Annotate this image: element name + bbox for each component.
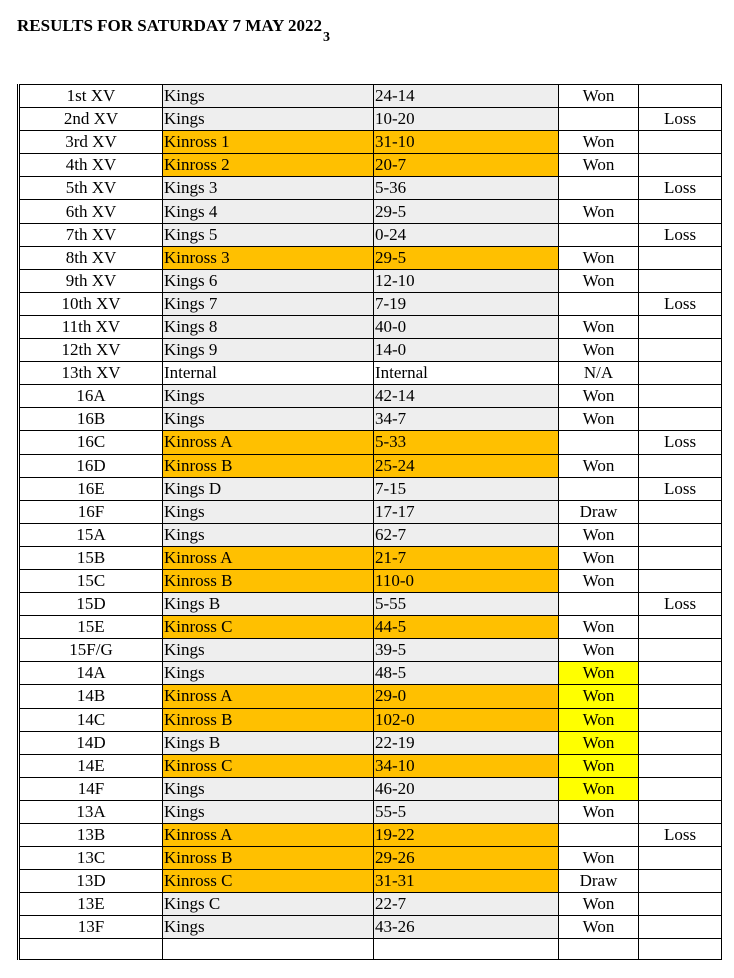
won-cell: Won <box>559 523 639 546</box>
team-cell: 14D <box>19 731 163 754</box>
score-cell: Internal <box>374 362 559 385</box>
table-row <box>19 339 722 362</box>
score-cell: 29-0 <box>374 685 559 708</box>
score-cell: 44-5 <box>374 616 559 639</box>
opponent-cell: Kinross B <box>163 569 374 592</box>
loss-cell <box>639 408 722 431</box>
page-title <box>17 16 330 45</box>
team-cell: 16B <box>19 408 163 431</box>
loss-cell <box>639 523 722 546</box>
won-cell: Won <box>559 131 639 154</box>
table-row <box>19 154 722 177</box>
won-cell: N/A <box>559 362 639 385</box>
loss-cell <box>639 685 722 708</box>
team-cell: 4th XV <box>19 154 163 177</box>
won-cell: Won <box>559 893 639 916</box>
team-cell: 9th XV <box>19 269 163 292</box>
score-cell: 42-14 <box>374 385 559 408</box>
score-cell: 39-5 <box>374 639 559 662</box>
opponent-cell: Kinross B <box>163 708 374 731</box>
score-cell: 43-26 <box>374 916 559 939</box>
won-cell <box>559 292 639 315</box>
loss-cell <box>639 708 722 731</box>
score-cell: 46-20 <box>374 777 559 800</box>
table-row <box>19 131 722 154</box>
team-cell: 13A <box>19 800 163 823</box>
table-row <box>19 431 722 454</box>
team-cell: 1st XV <box>19 85 163 108</box>
won-cell: Won <box>559 731 639 754</box>
loss-cell <box>639 754 722 777</box>
blank-row <box>19 939 722 960</box>
team-cell: 3rd XV <box>19 131 163 154</box>
table-row <box>19 177 722 200</box>
score-cell: 7-19 <box>374 292 559 315</box>
table-row <box>19 292 722 315</box>
won-cell <box>559 477 639 500</box>
score-cell: 0-24 <box>374 223 559 246</box>
empty-cell <box>19 939 163 960</box>
loss-cell: Loss <box>639 477 722 500</box>
won-cell <box>559 177 639 200</box>
opponent-cell: Kinross B <box>163 454 374 477</box>
team-cell: 13F <box>19 916 163 939</box>
score-cell: 22-19 <box>374 731 559 754</box>
loss-cell <box>639 339 722 362</box>
team-cell: 16D <box>19 454 163 477</box>
loss-cell <box>639 777 722 800</box>
won-cell: Won <box>559 269 639 292</box>
score-cell: 40-0 <box>374 315 559 338</box>
loss-cell <box>639 546 722 569</box>
opponent-cell: Kings <box>163 662 374 685</box>
opponent-cell: Kinross A <box>163 546 374 569</box>
score-cell: 31-31 <box>374 870 559 893</box>
opponent-cell: Kinross C <box>163 616 374 639</box>
opponent-cell: Kinross C <box>163 870 374 893</box>
loss-cell <box>639 870 722 893</box>
table-row <box>19 708 722 731</box>
team-cell: 14F <box>19 777 163 800</box>
team-cell: 13D <box>19 870 163 893</box>
score-cell: 5-33 <box>374 431 559 454</box>
loss-cell: Loss <box>639 593 722 616</box>
table-row <box>19 108 722 131</box>
score-cell: 25-24 <box>374 454 559 477</box>
opponent-cell: Kings <box>163 523 374 546</box>
opponent-cell: Kings <box>163 408 374 431</box>
opponent-cell: Kinross B <box>163 847 374 870</box>
opponent-cell: Kings 8 <box>163 315 374 338</box>
opponent-cell: Kings B <box>163 593 374 616</box>
opponent-cell: Kinross A <box>163 824 374 847</box>
score-cell: 110-0 <box>374 569 559 592</box>
won-cell: Won <box>559 315 639 338</box>
loss-cell: Loss <box>639 431 722 454</box>
loss-cell <box>639 662 722 685</box>
loss-cell <box>639 893 722 916</box>
score-cell: 17-17 <box>374 500 559 523</box>
loss-cell: Loss <box>639 292 722 315</box>
score-cell: 5-36 <box>374 177 559 200</box>
won-cell: Won <box>559 569 639 592</box>
loss-cell <box>639 800 722 823</box>
table-row <box>19 223 722 246</box>
table-row <box>19 662 722 685</box>
table-row <box>19 315 722 338</box>
opponent-cell: Kings <box>163 385 374 408</box>
score-cell: 10-20 <box>374 108 559 131</box>
table-row <box>19 500 722 523</box>
score-cell: 48-5 <box>374 662 559 685</box>
team-cell: 13B <box>19 824 163 847</box>
table-row <box>19 200 722 223</box>
loss-cell <box>639 731 722 754</box>
won-cell <box>559 593 639 616</box>
table-row <box>19 408 722 431</box>
opponent-cell: Kings <box>163 500 374 523</box>
table-row <box>19 85 722 108</box>
team-cell: 5th XV <box>19 177 163 200</box>
loss-cell <box>639 200 722 223</box>
won-cell: Won <box>559 546 639 569</box>
opponent-cell: Kings <box>163 108 374 131</box>
table-row <box>19 685 722 708</box>
team-cell: 15D <box>19 593 163 616</box>
won-cell: Won <box>559 200 639 223</box>
score-cell: 24-14 <box>374 85 559 108</box>
opponent-cell: Kings 9 <box>163 339 374 362</box>
won-cell: Won <box>559 616 639 639</box>
opponent-cell: Kings 6 <box>163 269 374 292</box>
won-cell: Won <box>559 454 639 477</box>
loss-cell <box>639 315 722 338</box>
table-row <box>19 269 722 292</box>
opponent-cell: Kings 7 <box>163 292 374 315</box>
loss-cell <box>639 362 722 385</box>
table-row <box>19 777 722 800</box>
score-cell: 34-10 <box>374 754 559 777</box>
table-row <box>19 639 722 662</box>
won-cell: Won <box>559 639 639 662</box>
opponent-cell: Internal <box>163 362 374 385</box>
loss-cell: Loss <box>639 824 722 847</box>
loss-cell <box>639 131 722 154</box>
loss-cell <box>639 569 722 592</box>
table-row <box>19 731 722 754</box>
opponent-cell: Kings <box>163 777 374 800</box>
loss-cell <box>639 85 722 108</box>
loss-cell <box>639 385 722 408</box>
loss-cell: Loss <box>639 108 722 131</box>
opponent-cell: Kinross 2 <box>163 154 374 177</box>
team-cell: 13C <box>19 847 163 870</box>
score-cell: 29-26 <box>374 847 559 870</box>
score-cell: 22-7 <box>374 893 559 916</box>
team-cell: 10th XV <box>19 292 163 315</box>
empty-cell <box>639 939 722 960</box>
table-row <box>19 569 722 592</box>
score-cell: 29-5 <box>374 200 559 223</box>
loss-cell <box>639 847 722 870</box>
team-cell: 11th XV <box>19 315 163 338</box>
team-cell: 16E <box>19 477 163 500</box>
won-cell: Won <box>559 847 639 870</box>
score-cell: 31-10 <box>374 131 559 154</box>
team-cell: 15B <box>19 546 163 569</box>
table-row <box>19 754 722 777</box>
won-cell <box>559 223 639 246</box>
team-cell: 15F/G <box>19 639 163 662</box>
loss-cell <box>639 916 722 939</box>
team-cell: 15E <box>19 616 163 639</box>
score-cell: 12-10 <box>374 269 559 292</box>
opponent-cell: Kings 5 <box>163 223 374 246</box>
empty-cell <box>374 939 559 960</box>
won-cell: Won <box>559 800 639 823</box>
opponent-cell: Kings C <box>163 893 374 916</box>
empty-cell <box>163 939 374 960</box>
opponent-cell: Kings <box>163 916 374 939</box>
score-cell: 34-7 <box>374 408 559 431</box>
loss-cell <box>639 616 722 639</box>
empty-cell <box>559 939 639 960</box>
loss-cell: Loss <box>639 223 722 246</box>
opponent-cell: Kings B <box>163 731 374 754</box>
score-cell: 62-7 <box>374 523 559 546</box>
won-cell <box>559 824 639 847</box>
opponent-cell: Kinross A <box>163 431 374 454</box>
table-row <box>19 916 722 939</box>
score-cell: 55-5 <box>374 800 559 823</box>
won-cell: Won <box>559 85 639 108</box>
table-row <box>19 362 722 385</box>
table-row <box>19 477 722 500</box>
won-cell: Won <box>559 916 639 939</box>
opponent-cell: Kinross A <box>163 685 374 708</box>
team-cell: 7th XV <box>19 223 163 246</box>
score-cell: 21-7 <box>374 546 559 569</box>
won-cell: Won <box>559 777 639 800</box>
score-cell: 20-7 <box>374 154 559 177</box>
table-row <box>19 523 722 546</box>
score-cell: 14-0 <box>374 339 559 362</box>
loss-cell <box>639 500 722 523</box>
team-cell: 16F <box>19 500 163 523</box>
table-row <box>19 870 722 893</box>
loss-cell <box>639 639 722 662</box>
score-cell: 7-15 <box>374 477 559 500</box>
team-cell: 2nd XV <box>19 108 163 131</box>
won-cell: Won <box>559 754 639 777</box>
loss-cell: Loss <box>639 177 722 200</box>
opponent-cell: Kinross 1 <box>163 131 374 154</box>
title-suffix: 3 <box>322 30 330 45</box>
team-cell: 6th XV <box>19 200 163 223</box>
won-cell: Won <box>559 339 639 362</box>
table-row <box>19 847 722 870</box>
table-row <box>19 893 722 916</box>
won-cell: Draw <box>559 870 639 893</box>
team-cell: 14C <box>19 708 163 731</box>
score-cell: 29-5 <box>374 246 559 269</box>
opponent-cell: Kinross 3 <box>163 246 374 269</box>
won-cell: Draw <box>559 500 639 523</box>
won-cell: Won <box>559 408 639 431</box>
table-row <box>19 616 722 639</box>
won-cell: Won <box>559 385 639 408</box>
loss-cell <box>639 454 722 477</box>
opponent-cell: Kinross C <box>163 754 374 777</box>
won-cell <box>559 108 639 131</box>
opponent-cell: Kings 4 <box>163 200 374 223</box>
score-cell: 19-22 <box>374 824 559 847</box>
team-cell: 14B <box>19 685 163 708</box>
loss-cell <box>639 246 722 269</box>
won-cell: Won <box>559 154 639 177</box>
loss-cell <box>639 269 722 292</box>
team-cell: 13th XV <box>19 362 163 385</box>
won-cell: Won <box>559 708 639 731</box>
opponent-cell: Kings D <box>163 477 374 500</box>
won-cell: Won <box>559 662 639 685</box>
opponent-cell: Kings <box>163 800 374 823</box>
team-cell: 8th XV <box>19 246 163 269</box>
table-row <box>19 546 722 569</box>
won-cell <box>559 431 639 454</box>
results-table <box>17 84 722 960</box>
score-cell: 5-55 <box>374 593 559 616</box>
opponent-cell: Kings <box>163 85 374 108</box>
title-text: RESULTS FOR SATURDAY 7 MAY 2022 <box>17 16 322 35</box>
score-cell: 102-0 <box>374 708 559 731</box>
team-cell: 16A <box>19 385 163 408</box>
table-row <box>19 800 722 823</box>
team-cell: 12th XV <box>19 339 163 362</box>
opponent-cell: Kings 3 <box>163 177 374 200</box>
team-cell: 15A <box>19 523 163 546</box>
table-row <box>19 385 722 408</box>
won-cell: Won <box>559 685 639 708</box>
opponent-cell: Kings <box>163 639 374 662</box>
team-cell: 14E <box>19 754 163 777</box>
table-row <box>19 824 722 847</box>
won-cell: Won <box>559 246 639 269</box>
table-row <box>19 454 722 477</box>
loss-cell <box>639 154 722 177</box>
team-cell: 15C <box>19 569 163 592</box>
team-cell: 16C <box>19 431 163 454</box>
results-body <box>19 85 722 960</box>
table-row <box>19 593 722 616</box>
table-row <box>19 246 722 269</box>
team-cell: 14A <box>19 662 163 685</box>
team-cell: 13E <box>19 893 163 916</box>
